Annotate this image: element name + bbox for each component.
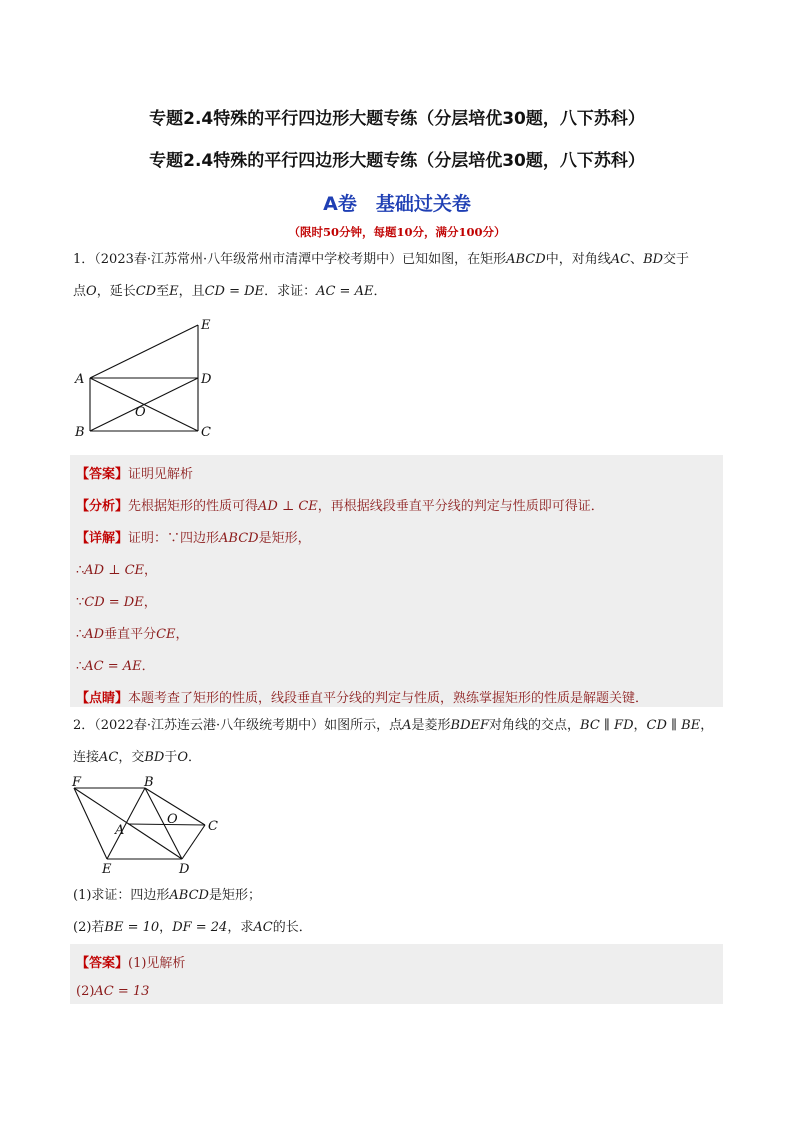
- q1-label-c: C: [201, 425, 211, 440]
- q2-label-o: O: [167, 812, 178, 827]
- document-title-line2: 专题2.4特殊的平行四边形大题专练（分层培优30题，八下苏科）: [149, 151, 645, 171]
- q1-step3: ∴AD垂直平分CE，: [76, 627, 189, 642]
- q1-step2: ∵CD = DE，: [76, 595, 157, 610]
- q2-answer2: (2)AC = 13: [76, 984, 150, 999]
- q1-step1: ∴AD ⊥ CE，: [76, 563, 158, 578]
- q2-label-b: B: [144, 775, 154, 790]
- q1-rectangle-figure: [70, 314, 230, 444]
- q1-label-b: B: [75, 425, 85, 440]
- q2-text-line2: 连接AC，交BD于O．: [73, 750, 202, 765]
- q1-text-line2: 点O，延长CD至E，且CD = DE．求证：AC = AE．: [73, 284, 387, 299]
- q2-part2: (2)若BE = 10，DF = 24，求AC的长．: [73, 920, 312, 935]
- q1-detail: 【详解】证明：∵四边形ABCD是矩形，: [76, 531, 311, 546]
- section-title: A卷 基础过关卷: [323, 193, 471, 215]
- q1-label-a: A: [75, 372, 85, 387]
- q1-label-d: D: [201, 372, 212, 387]
- q2-part1: (1)求证：四边形ABCD是矩形；: [73, 888, 261, 903]
- q2-label-a: A: [115, 823, 125, 838]
- q1-comment: 【点睛】本题考查了矩形的性质，线段垂直平分线的判定与性质，熟练掌握矩形的性质是解题关键．: [76, 691, 649, 706]
- q2-answer1: 【答案】(1)见解析: [76, 956, 186, 971]
- q1-text-line1: 1．（2023春·江苏常州·八年级常州市清潭中学校考期中）已知如图，在矩形ABCD中，对角线AC、BD交于: [73, 252, 690, 267]
- q2-text-line1: 2．（2022春·江苏连云港·八年级统考期中）如图所示，点A是菱形BDEF对角线的交点，BC ∥ FD，CD ∥ BE，: [73, 718, 714, 733]
- q2-label-c: C: [208, 819, 218, 834]
- q2-label-f: F: [72, 775, 82, 790]
- q2-label-e: E: [102, 862, 112, 877]
- q1-label-e: E: [201, 318, 211, 333]
- q1-label-o: O: [135, 405, 146, 420]
- q1-analysis: 【分析】先根据矩形的性质可得AD ⊥ CE，再根据线段垂直平分线的判定与性质即可得证．: [76, 499, 604, 514]
- section-limits: （限时50分钟，每题10分，满分100分）: [288, 225, 506, 239]
- q1-answer: 【答案】证明见解析: [76, 467, 194, 482]
- q1-solution-box: [70, 455, 723, 707]
- q1-step4: ∴AC = AE．: [76, 659, 155, 674]
- document-title-line1: 专题2.4特殊的平行四边形大题专练（分层培优30题，八下苏科）: [149, 109, 645, 129]
- q2-rhombus-figure: [66, 772, 226, 880]
- q2-label-d: D: [179, 862, 190, 877]
